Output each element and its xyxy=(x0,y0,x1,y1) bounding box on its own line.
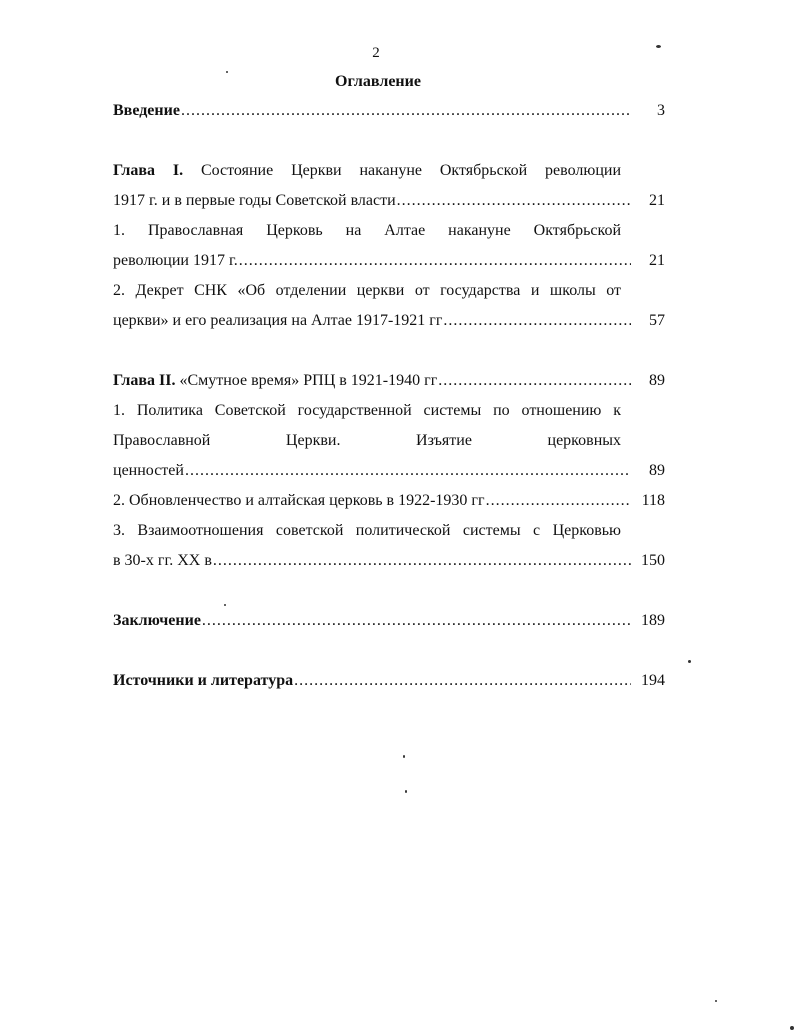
toc-heading: Оглавление xyxy=(335,73,421,90)
page-number: 2 xyxy=(372,45,380,61)
toc-entry-chapter-2-section-1[interactable] xyxy=(113,396,665,486)
chapter-label: Глава I. xyxy=(113,162,184,179)
scan-speck xyxy=(715,1000,717,1002)
dot-leader xyxy=(213,546,631,576)
dot-leader xyxy=(443,306,631,336)
dot-leader xyxy=(239,246,631,276)
toc-entry-chapter-1-section-1[interactable] xyxy=(113,216,665,276)
toc-page-number: 89 xyxy=(649,372,665,389)
toc-page-number: 21 xyxy=(649,252,665,269)
toc-entry-title-continued: 1917 г. и в первые годы Советской власти xyxy=(113,192,396,209)
toc-entry-chapter-2-section-2[interactable] xyxy=(113,486,665,516)
chapter-label: Глава II. xyxy=(113,372,176,389)
toc-entry-title: 1. Православная Церковь на Алтае накануне Октябрьской xyxy=(113,222,621,239)
toc-page-number: 89 xyxy=(649,462,665,479)
scan-speck xyxy=(405,790,407,793)
toc-page-number: 3 xyxy=(657,102,665,119)
toc-entry-title: Источники и литература xyxy=(113,672,294,689)
toc-entry-title: «Смутное время» РПЦ в 1921-1940 гг xyxy=(179,372,438,389)
toc-page-number: 150 xyxy=(641,552,665,569)
toc-entry-chapter-2[interactable] xyxy=(113,366,665,396)
toc-entry-title: 2. Декрет СНК «Об отделении церкви от государства и школы от xyxy=(113,282,621,299)
toc-entry-title: 2. Обновленчество и алтайская церковь в 1922-1930 гг xyxy=(113,492,485,509)
toc-page-number: 194 xyxy=(641,672,665,689)
toc-entry-title-continued: ценностей xyxy=(113,462,184,479)
toc-page-number: 57 xyxy=(649,312,665,329)
dot-leader xyxy=(181,96,631,126)
toc-entry-title: 1. Политика Советской государственной системы по отношению к xyxy=(113,402,621,419)
toc-entry-title-continued: революции 1917 г. xyxy=(113,252,238,269)
toc-entry-chapter-1-section-2[interactable] xyxy=(113,276,665,336)
dot-leader xyxy=(185,456,631,486)
toc-page-number: 21 xyxy=(649,192,665,209)
toc-entry-title-continued: в 30-х гг. XX в xyxy=(113,552,212,569)
toc-entry-sources[interactable] xyxy=(113,666,665,696)
dot-leader xyxy=(294,666,631,696)
toc-entry-intro[interactable] xyxy=(113,96,665,126)
scan-speck xyxy=(403,755,405,758)
toc-entry-title-continued: Православной Церкви. Изъятие церковных xyxy=(113,432,621,449)
scan-speck xyxy=(224,604,226,606)
toc-page-number: 189 xyxy=(641,612,665,629)
toc-entry-title: 3. Взаимоотношения советской политической системы с Церковью xyxy=(113,522,621,539)
dot-leader xyxy=(202,606,631,636)
table-of-contents xyxy=(113,96,665,696)
toc-entry-title: Заключение xyxy=(113,612,201,629)
dot-leader xyxy=(438,366,631,396)
dot-leader xyxy=(486,486,631,516)
scan-speck xyxy=(790,1026,794,1030)
scan-speck xyxy=(656,45,661,48)
toc-entry-title: Введение xyxy=(113,102,180,119)
scan-speck xyxy=(688,660,691,663)
toc-entry-chapter-2-section-3[interactable] xyxy=(113,516,665,576)
toc-entry-conclusion[interactable] xyxy=(113,606,665,636)
toc-entry-chapter-1[interactable] xyxy=(113,156,665,216)
toc-page-number: 118 xyxy=(641,492,665,509)
scan-speck xyxy=(226,71,228,73)
dot-leader xyxy=(397,186,631,216)
toc-entry-title-continued: церкви» и его реализация на Алтае 1917-1921 гг xyxy=(113,312,443,329)
toc-entry-title: Состояние Церкви накануне Октябрьской революции xyxy=(200,162,622,179)
